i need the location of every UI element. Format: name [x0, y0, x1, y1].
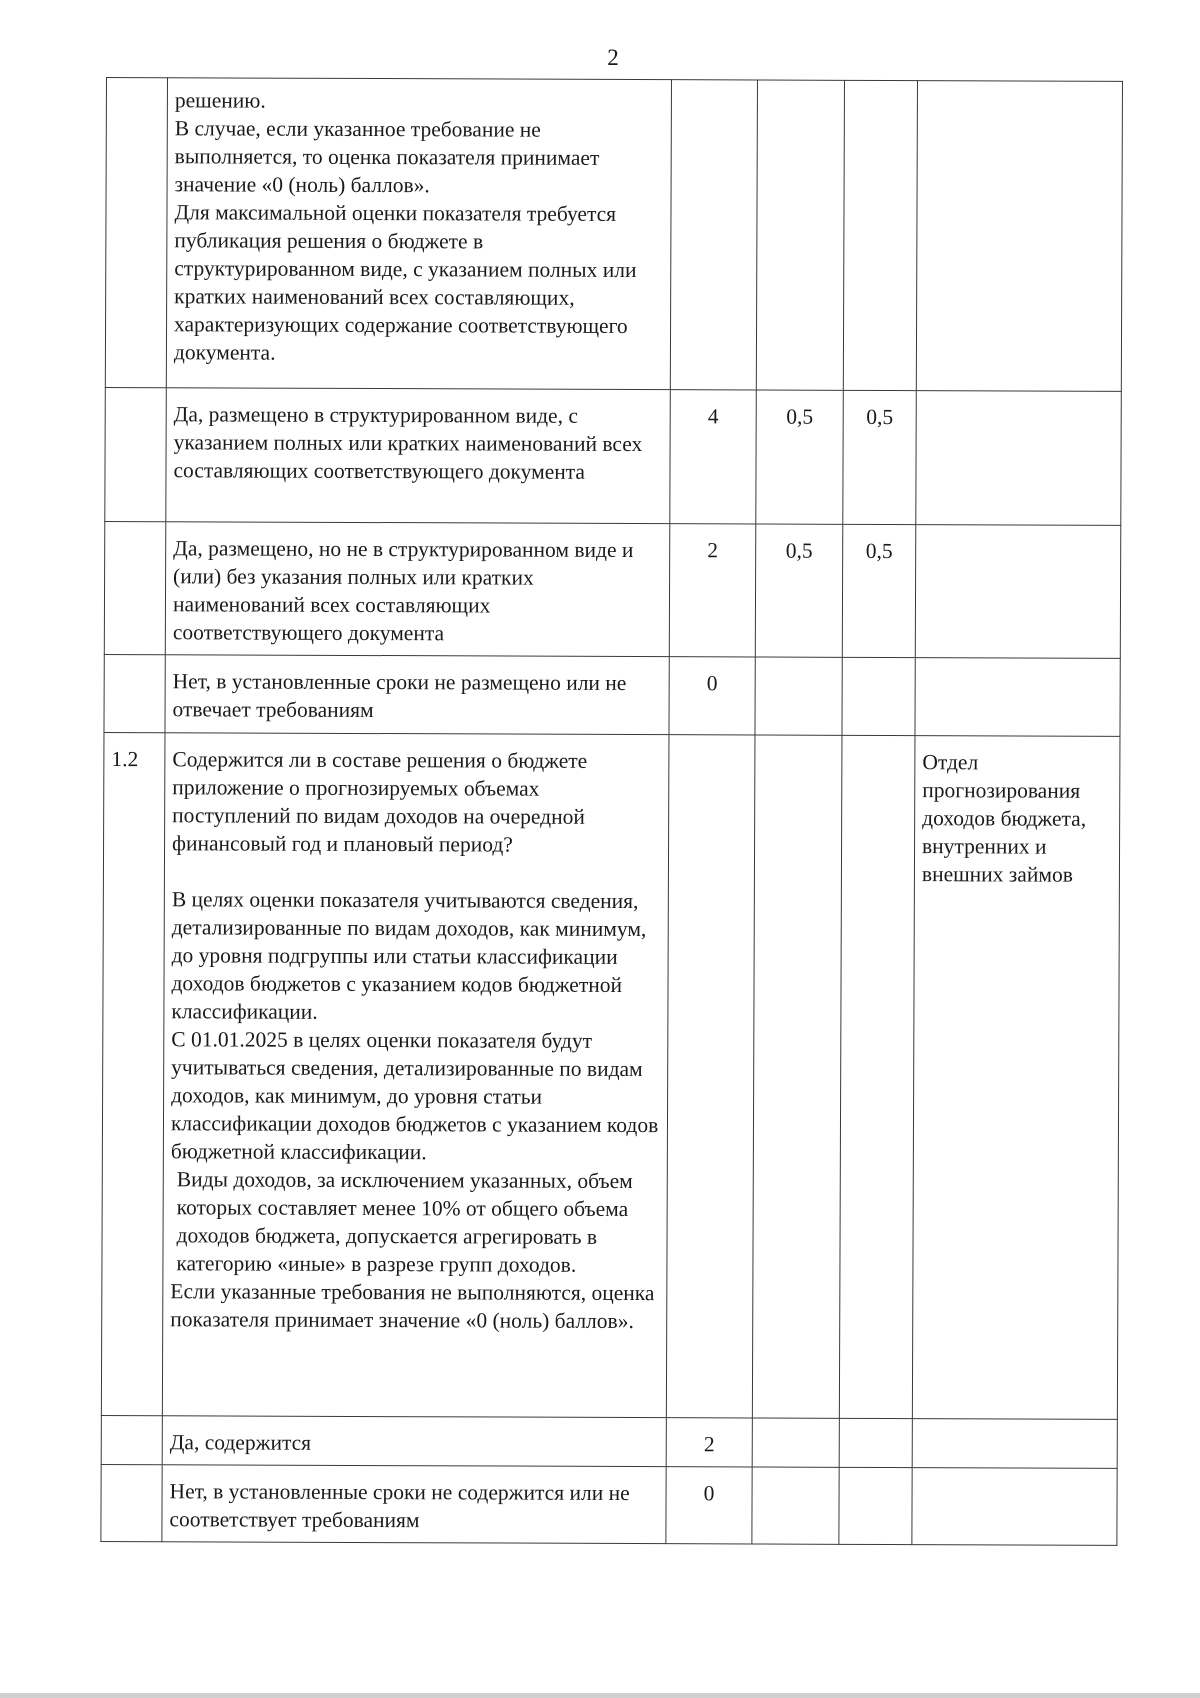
text-paragraph: В целях оценки показателя учитываются сведения, детализированные по видам доходов, как минимум, до уровня подгруппы или статьи классификации доходов бюджетов с указанием кодов бюджетной классификации.	[171, 887, 647, 1024]
row-number: 1.2	[101, 732, 165, 1415]
coefficient-cell	[752, 1418, 839, 1467]
criterion-text	[166, 78, 671, 390]
paragraph-spacer	[172, 857, 661, 887]
page-number: 2	[607, 45, 619, 70]
text-paragraph: Для максимальной оценки показателя требуется публикация решения о бюджете в структурированном виде, с указанием полных или кратких наименований всех составляющих, характеризующих содержание соответствующего документа.	[173, 200, 637, 365]
score-cell: 0	[666, 1467, 752, 1544]
text-paragraph: Да, содержится	[169, 1430, 312, 1455]
responsible-cell	[912, 1468, 1117, 1546]
criterion-text	[165, 522, 670, 657]
row-number	[105, 387, 167, 521]
coefficient-cell	[752, 735, 842, 1418]
responsible-cell	[916, 391, 1122, 526]
responsible-cell	[912, 1419, 1117, 1469]
criterion-text	[162, 1465, 666, 1544]
score-cell	[666, 735, 755, 1418]
table-row	[101, 1415, 1117, 1468]
text-paragraph: Нет, в установленные сроки не размещено или не отвечает требованиям	[172, 669, 627, 723]
responsible-cell	[915, 525, 1121, 659]
criterion-text	[166, 388, 671, 524]
score-cell: 0	[669, 657, 755, 735]
text-paragraph: Виды доходов, за исключением указанных, объем которых составляет менее 10% от общего объема доходов бюджета, допускается агрегировать в категорию «иные» в разрезе групп доходов.	[176, 1167, 633, 1277]
row-number	[101, 1415, 162, 1464]
table-row	[105, 78, 1122, 392]
table-row	[101, 1464, 1117, 1545]
text-paragraph: Если указанные требования не выполняются, оценка показателя принимает значение «0 (ноль) баллов».	[170, 1279, 655, 1334]
row-number	[101, 1464, 162, 1541]
criterion-text	[162, 733, 669, 1418]
text-paragraph: решению.	[174, 88, 266, 113]
coefficient-cell	[839, 1418, 912, 1467]
coefficient-cell	[755, 657, 842, 735]
coefficient-cell	[756, 80, 844, 390]
table-row	[104, 654, 1120, 736]
score-cell: 2	[666, 1418, 752, 1467]
text-paragraph: Нет, в установленные сроки не содержится или не соответствует требованиям	[169, 1479, 630, 1533]
text-paragraph: Да, размещено, но не в структурированном виде и (или) без указания полных или кратких наименований всех составляющих соответствующего документа	[172, 536, 634, 646]
coefficient-cell: 0,5	[842, 524, 916, 657]
row-number	[104, 521, 166, 654]
criteria-table	[100, 77, 1123, 1546]
score-cell	[670, 80, 757, 390]
coefficient-cell	[842, 657, 915, 735]
criterion-text	[165, 655, 669, 735]
responsible-cell	[915, 658, 1120, 737]
coefficient-cell: 0,5	[755, 524, 843, 657]
responsible-cell	[916, 81, 1122, 392]
score-cell: 4	[670, 390, 757, 524]
table-row	[105, 387, 1122, 525]
responsible-department: Отдел прогнозирования доходов бюджета, внутренних и внешних займов	[912, 736, 1120, 1420]
coefficient-cell	[839, 1467, 912, 1544]
text-paragraph: В случае, если указанное требование не выполняется, то оценка показателя принимает значение «0 (ноль) баллов».	[174, 116, 600, 198]
coefficient-cell	[839, 735, 915, 1418]
question-text: Содержится ли в составе решения о бюджете приложение о прогнозируемых объемах поступлений по видам доходов на очередной финансовый год и плановый период?	[172, 747, 588, 857]
coefficient-cell: 0,5	[843, 390, 917, 524]
score-cell: 2	[669, 524, 756, 657]
table-row	[101, 732, 1120, 1419]
scan-edge-divider	[0, 1693, 1200, 1698]
row-number	[104, 654, 165, 732]
text-paragraph: С 01.01.2025 в целях оценки показателя будут учитываться сведения, детализированные по видам доходов, как минимум, до уровня статьи классификации доходов бюджетов с указанием кодов бюджетной классификации.	[170, 1027, 659, 1165]
text-paragraph: Да, размещено в структурированном виде, с указанием полных или кратких наименований всех составляющих соответствующего документа	[173, 402, 643, 484]
row-number	[105, 78, 167, 388]
table-row	[104, 521, 1121, 658]
coefficient-cell: 0,5	[756, 390, 844, 524]
coefficient-cell	[843, 80, 917, 390]
coefficient-cell	[752, 1467, 839, 1544]
criterion-text	[162, 1416, 666, 1467]
